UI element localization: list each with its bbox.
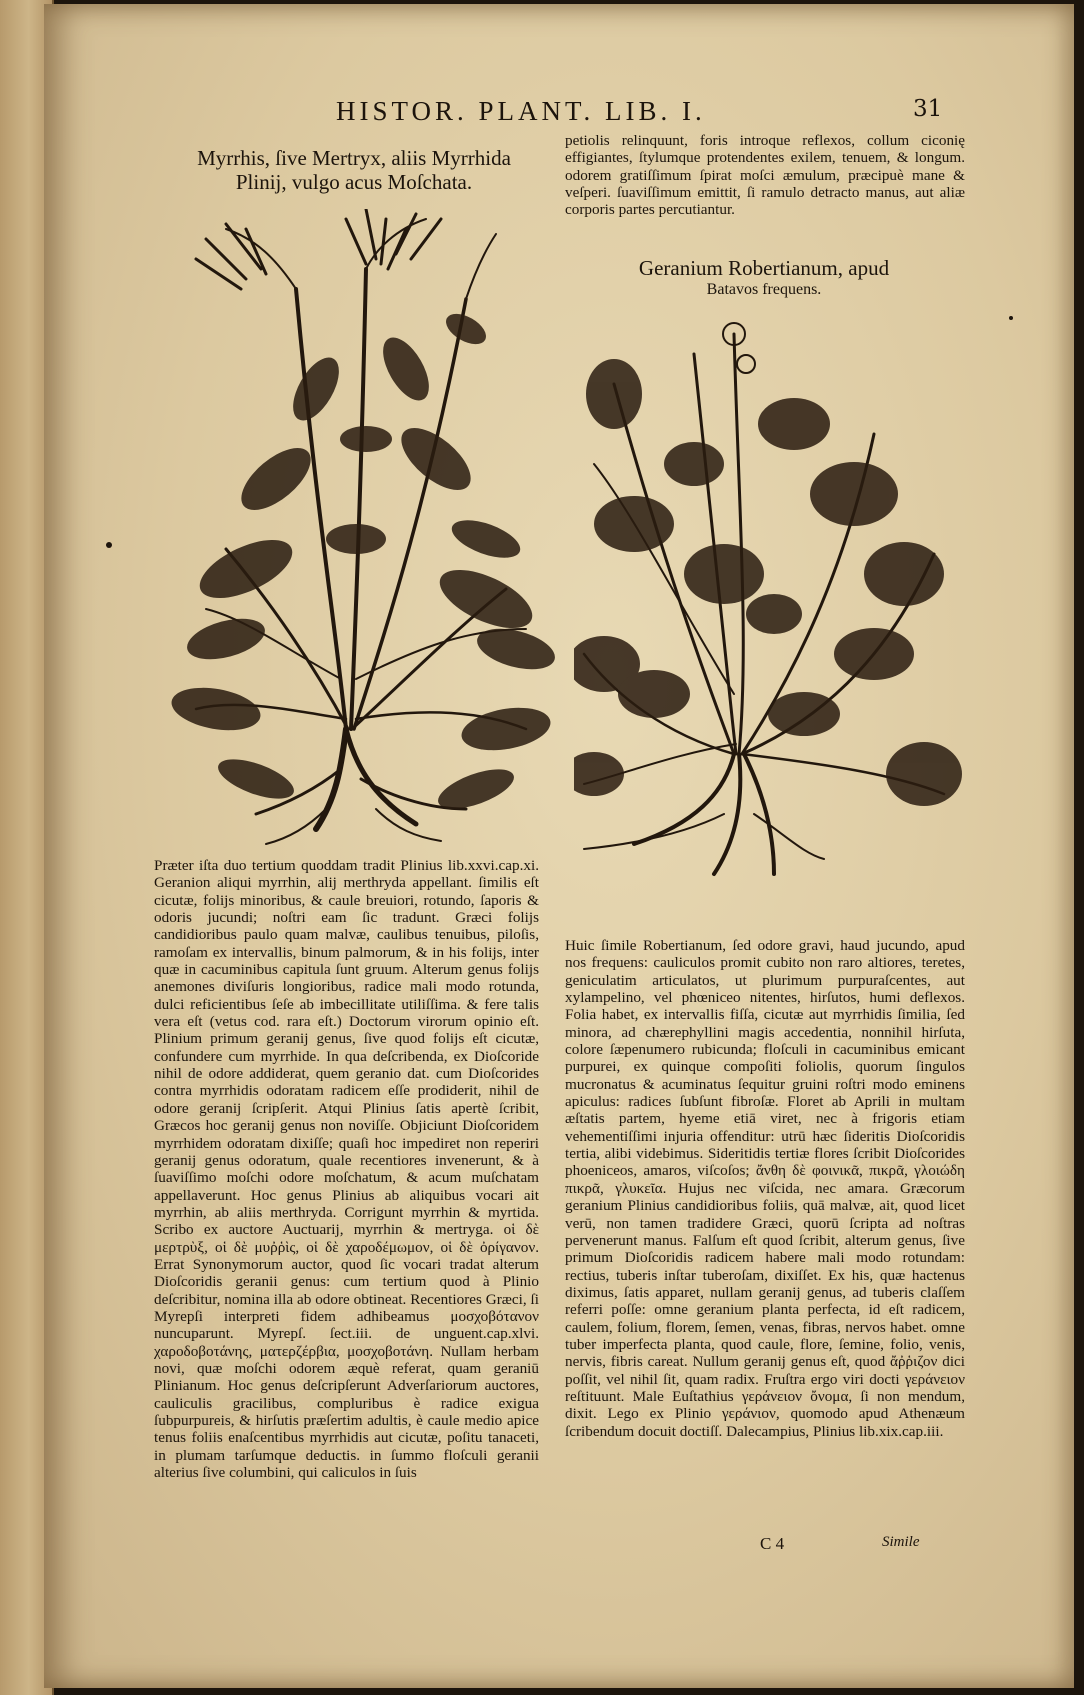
left-paragraph: Præter iſta duo tertium quoddam tradit Plinius lib.xxvi.cap.xi. Geranion aliqui myrrhin, alij merthryda appellant. ſimilis eſt cicutæ, folijs minoribus, & caule breuiori, rotundo, ſaporis & odoris jucundi; noſtri eam ſic tradunt. Græci folijs candidioribus paulo quam malvæ, caulibus tenuibus, piloſis, ramoſam ex intervallis, binum palmorum, & in his folijs, inter quæ in cacuminibus capitula ſunt gruum. Alterum genus folijs anemones diviſuris longioribus, radice mali modo rotunda, dulci reficientibus ſeſe ab imbecillitate utiliſſima. & fere talis vera eſt (vetus cod. rara eſt.) Doctorum virorum opinio eſt. Plinium primum geranij genus, ſive quod folijs eſt cicutæ, confundere cum myrrhide. In qua deſcribenda, ex Dioſcoride nihil de odore addiderat, quem geranio dat. cum Dioſcorides contra myrrhidis odoratam radicem eſſe prodiderit, nihil de odore geranij ſcripſerit. Atqui Plinius ſatis apertè ſcribit, Græcos hoc geranij genus non noviſſe. Objiciunt Dioſcoridem myrrhidem odoratam dixiſſe; quaſi hoc impediret non reperiri geranij genus odoratum, quale recentiores invenerunt, & à ſuaviſſimo moſchi odore moſchatum, & acum muſchatam appellaverunt. Hoc genus Plinius ab aliquibus vocari ait myrrhin, ab aliis merthryda. Corrigunt myrrhin & myrtida. Scribo ex auctore Auctuarij, myrrhin & mertryga. οἱ δὲ μερτρὺξ, οἱ δὲ μυῤῥὶς, οἱ δὲ χαροδέμωμον, οἱ δὲ ὀρίγανον. Errat Synonymorum auctor, quod ſic vocari tradat alterum Dioſcoridis geranii genus: cum tertium quod à Plinio deſcribitur, nomina illa ab odore obtineat. Recentiores Græci, ſi Myrepſi interpreti fidem adhibeamus μοσχοβότανον nuncuparunt. Myrepſ. ſect.iii. de unguent.cap.xlvi. χαροδοβοτάνης, ματερζέρβια, μοσχοβοτάνη. Nullam herbam novi, quæ moſchi odorem æquè referat, quam geraniū Plinianum. Hoc genus deſcripſerunt Adverſariorum auctores, cauliculis gracilibus, compluribus è radice exigua ſubpurpureis, & hirſutis præſertim adultis, è caule medio apice tenus foliis enaſcentibus myrrhidis aut cicutæ, poſitu tanaceti, in plumam tarſumque deductis. in ſummo floſculi geranii alterius ſive columbini, qui caliculos in ſuis (154, 857, 539, 1482)
right-caption-line2: Batavos frequens. (706, 281, 822, 298)
paper-blemish (1009, 316, 1013, 320)
myrrhis-woodcut (166, 209, 566, 849)
left-caption-line1: Myrrhis, ſive Mertryx, aliis Myrrhida (197, 146, 511, 170)
signature-mark: C 4 (760, 1534, 785, 1553)
geranium-robertianum-woodcut (574, 314, 974, 914)
catchword: Simile (882, 1534, 920, 1550)
page-number: 31 (913, 96, 943, 122)
right-caption-line1: Geranium Robertianum, apud (638, 256, 890, 280)
book-page (44, 4, 1074, 1688)
left-illustration-caption (174, 146, 534, 194)
right-paragraph: Huic ſimile Robertianum, ſed odore gravi, haud jucundo, apud nos frequens: cauliculos promit cubito non raro altiores, teretes, geniculatim articulatos, ut plurimum purpuraſcentes, aut xylampelino, vel phœniceo nitentes, hirſutos, humi deflexos. Folia habet, ex intervallis fiſſa, cicutæ aut myrrhidis ſimilia, ſed minora, ad chærephyllini magis accedentia, nonnihil hirſuta, colore ſæpenumero rubicunda; floſculi in cacuminibus emicant purpurei, ex quinque compoſiti foliolis, quorum ſingulos mucronatus & acuminatus ſequitur gruini roſtri modo eminens apiculus: radices ſubſunt fibroſæ. Floret ab Aprili in multam æſtatis partem, hyeme etiā viret, nec à frigoris etiam vehementiſſimi injuria offenditur: utrū hæc ſideritis Dioſcoridis tertia, alibi videbimus. Sideritidis tertiæ flores ſcribit Dioſcorides phoeniceos, amaros, viſcoſos; ἄνθη δὲ φοινικᾶ, πικρᾶ, γλοιώδη πικρᾶ, γλυκεῖα. Hujus nec viſcida, nec amara. Græcorum geranium Plinius candidioribus foliis, quā malvæ, ait, quod licet verū, non tamen tradidere Græci, quorū ſcripta ad noſtras pervenerunt manus. Falſum eſt quod ſcribit, alterum genus, ſive primum Dioſcoridis radicem habere mali modo rotundam: rectius, tuberis inſtar tuberoſam, dixiſſet. Ex his, quæ hactenus diximus, ſatis apparet, nullam geranij genus, ad tuberis claſſem referri poſſe: omne geranium planta perfecta, id eſt radicem, caulem, folium, florem, ſemen, venas, fibras, nervos habet. omne tuber imperfecta planta, quod caule, flore, ſemine, folio, venis, nervis, fibris careat. Nullum geranij genus eſt, quod ἄῤῥιζον dici poſſit, vel nihil ſit, quam radix. Fruſtra ergo viri docti γεράνειον reſtituunt. Male Euſtathius γεράνειον ὄνομα, ſi non mendum, dixit. Lego ex Plinio γεράνιον, quomodo apud Athenæum ſcribendum docuit doctiſſ. Dalecampius, Plinius lib.xix.cap.iii. (565, 937, 965, 1440)
left-caption-line2: Plinij, vulgo acus Moſchata. (235, 170, 473, 194)
right-column-text (565, 937, 965, 1532)
right-column-top-text (565, 132, 965, 219)
right-top-paragraph: petiolis relinquunt, foris introque reflexos, collum ciconię effigiantes, ſtylumque protendentes exilem, tenuem, & longum. odorem gratiſſimum ſpirat moſci æmulum, præcipuè mane & veſperi. ſuaviſſimum emittit, ſi ramulo detracto manus, aut aliæ corporis partes percutiantur. (565, 132, 965, 219)
running-head: HISTOR. PLANT. LIB. I. (336, 96, 706, 126)
paper-blemish (106, 542, 112, 548)
left-column-text (154, 857, 539, 1537)
right-illustration-caption (604, 256, 924, 300)
